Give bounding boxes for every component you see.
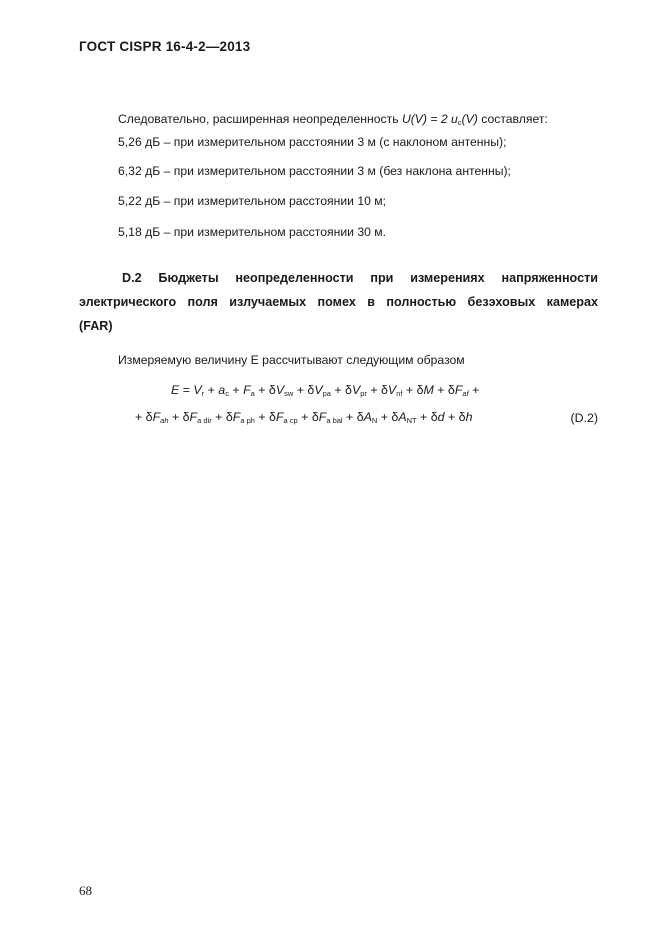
- section-heading-line: D.2 Бюджеты неопределенности при измерениях напряженности: [122, 271, 598, 285]
- list-item: 5,22 дБ – при измерительном расстоянии 10 м;: [118, 194, 387, 208]
- measurement-intro: Измеряемую величину E рассчитывают следующим образом: [118, 353, 465, 367]
- list-item: 5,18 дБ – при измерительном расстоянии 30 м.: [118, 225, 387, 239]
- section-heading-line: электрического поля излучаемых помех в полностью безэховых камерах: [79, 295, 598, 309]
- document-header: ГОСТ CISPR 16-4-2—2013: [79, 39, 251, 54]
- equation-line-1: $E = V_r + a_c + F_a + \delta V_{sw} + \delta V_{pa} + \delta V_{pr} + \delta V_{nf} + \delta M + \delta F_{af}$ +: [171, 383, 480, 398]
- intro-expression: U(V) = 2 $u_c(V)$: [401, 112, 478, 127]
- intro-suffix: составляет:: [477, 112, 548, 126]
- page-number: 68: [79, 883, 92, 898]
- paragraph-intro: [118, 112, 548, 127]
- section-heading-line: (FAR): [79, 319, 113, 333]
- section-heading: [79, 266, 598, 338]
- list-item: 5,26 дБ – при измерительном расстоянии 3 м (с наклоном антенны);: [118, 135, 507, 149]
- equation-line-2: + $\delta F_{ah} + \delta F_{a dir} + \delta F_{a ph} + \delta F_{a cp} + \delta F_{a bal} + \delta A_N + \delta A_{NT} + \delta d + \delta h$: [135, 410, 473, 425]
- intro-prefix: Следовательно, расширенная неопределенность: [118, 112, 402, 126]
- equation-number: (D.2): [570, 411, 598, 425]
- list-item: 6,32 дБ – при измерительном расстоянии 3 м (без наклона антенны);: [118, 164, 511, 178]
